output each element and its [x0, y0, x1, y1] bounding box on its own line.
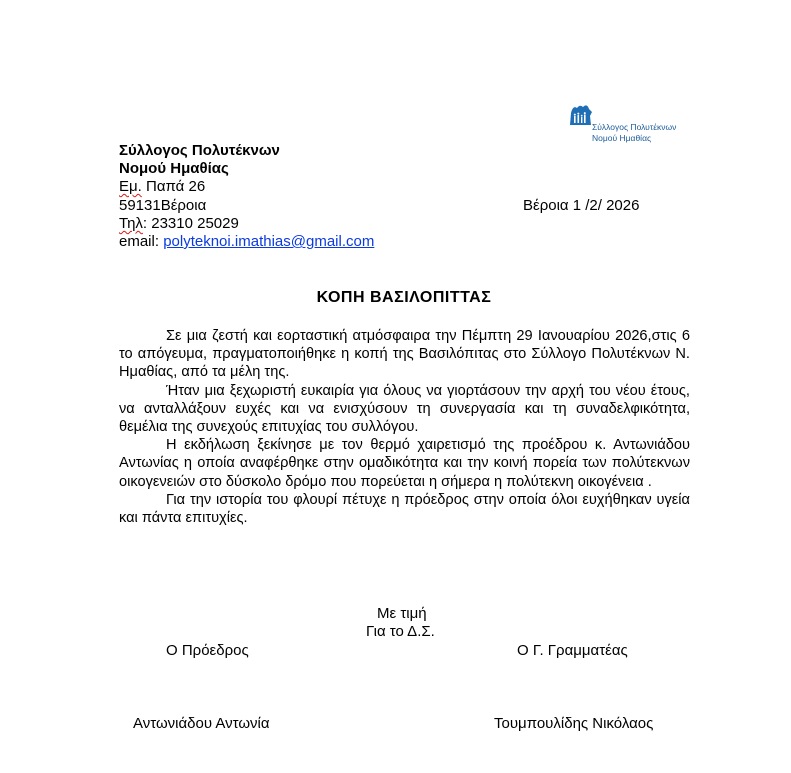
email-label: email:: [119, 233, 164, 250]
logo-text-line1: Σύλλογος Πολυτέκνων: [592, 122, 677, 132]
body-paragraph-3: Η εκδήλωση ξεκίνησε με τον θερμό χαιρετισμό της προέδρου κ. Αντωνιάδου Αντωνίας η οποία αναφέρθηκε στην ομαδικότητα και την κοινή πορεία των πολύτεκνων οικογενειών στο δύσκολο δρόμο που πορεύεται η σήμερα η πολύτεκνη οικογένεια .: [119, 437, 690, 490]
closing-regards: Με τιμή: [377, 605, 427, 622]
sender-name-line2: Νομού Ημαθίας: [119, 160, 229, 177]
secretary-title: Ο Γ. Γραμματέας: [517, 642, 628, 659]
document-body: [119, 327, 690, 527]
president-name: Αντωνιάδου Αντωνία: [133, 715, 270, 732]
address-street: Παπά 26: [141, 178, 206, 195]
sender-postal: 59131Βέροια: [119, 197, 207, 214]
phone-abbreviation: Τηλ: [119, 215, 143, 232]
association-logo: [568, 103, 688, 145]
phone-number: : 23310 25029: [142, 215, 239, 232]
body-paragraph-2: Ήταν μια ξεχωριστή ευκαιρία για όλους να γιορτάσουν την αρχή του νέου έτους, να ανταλλάξουν ευχές και να ενισχύσουν τη συνεργασία και τη συναδελφικότητα, θεμέλια της συνεχούς επιτυχίας του συλλόγου.: [119, 382, 690, 436]
sender-email: [119, 233, 374, 251]
sender-name-line1: Σύλλογος Πολυτέκνων: [119, 142, 280, 159]
letter-date: Βέροια 1 /2/ 2026: [523, 197, 640, 214]
body-paragraph-4: Για την ιστορία του φλουρί πέτυχε η πρόεδρος στην οποία όλοι ευχήθηκαν υγεία και πάντα επιτυχίες.: [119, 491, 690, 527]
secretary-name: Τουμπουλίδης Νικόλαος: [494, 715, 654, 732]
closing-board: Για το Δ.Σ.: [366, 623, 435, 640]
sender-address: [119, 178, 205, 196]
president-title: Ο Πρόεδρος: [166, 642, 249, 659]
association-logo-icon: [568, 103, 594, 127]
body-paragraph-1: Σε μια ζεστή και εορταστική ατμόσφαιρα την Πέμπτη 29 Ιανουαρίου 2026,στις 6 το απόγευμα, πραγματοποιήθηκε η κοπή της Βασιλόπιτας στο Σύλλογο Πολυτέκνων Ν. Ημαθίας, από τα μέλη της.: [119, 328, 690, 381]
document-title: ΚΟΠΗ ΒΑΣΙΛΟΠΙΤΤΑΣ: [316, 289, 492, 306]
logo-text-line2: Νομού Ημαθίας: [592, 133, 652, 143]
address-abbreviation: Εμ.: [119, 178, 142, 195]
sender-phone: [119, 215, 239, 233]
email-link[interactable]: polyteknoi.imathias@gmail.com: [163, 233, 375, 250]
